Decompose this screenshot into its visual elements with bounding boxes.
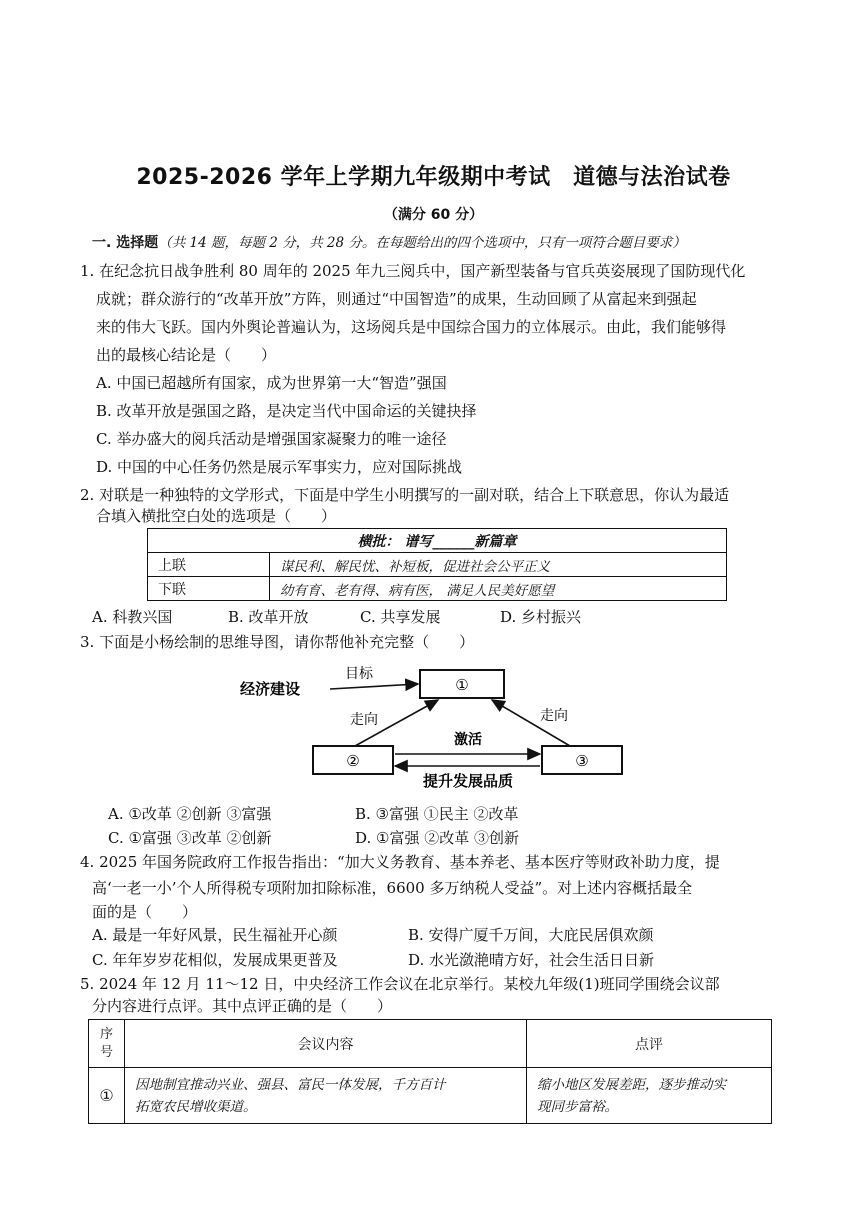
q2-option-a: A. 科教兴国 <box>92 608 173 626</box>
meeting-table <box>88 1019 772 1124</box>
row-comment-line-1: 缩小地区发展差距，逐步推动实 <box>537 1076 726 1093</box>
q5-line-2: 分内容进行点评。其中点评正确的是（ ） <box>92 997 393 1015</box>
q1-line-2: 成就；群众游行的“改革开放”方阵，则通过“中国智造”的成果，生动回顾了从富起来到强起 <box>96 290 697 308</box>
q2-option-d: D. 乡村振兴 <box>500 608 582 626</box>
section-note: （共 14 题，每题 2 分，共 28 分。在每题给出的四个选项中，只有一项符合题目要求） <box>158 235 686 251</box>
col-content-header: 会议内容 <box>125 1020 527 1068</box>
q4-option-a: A. 最是一年好风景，民生福祉开心颜 <box>92 926 338 944</box>
table-row <box>148 553 727 577</box>
exam-title: 2025-2026 学年上学期九年级期中考试 道德与法治试卷 <box>136 165 731 190</box>
quality-label: 提升发展品质 <box>422 772 514 790</box>
goal-arrow <box>330 684 418 689</box>
q4-option-b: B. 安得广厦千万间，大庇民居俱欢颜 <box>408 926 654 944</box>
row-comment <box>527 1068 772 1124</box>
q4-line-3: 面的是（ ） <box>92 903 198 921</box>
q4-line-1: 4. 2025 年国务院政府工作报告指出：“加大义务教育、基本养老、基本医疗等财政补助力度，提 <box>80 853 720 871</box>
couplet-table <box>147 528 727 601</box>
section-label: 一. 选择题 <box>92 235 159 251</box>
q1-line-1: 1. 在纪念抗日战争胜利 80 周年的 2025 年九三阅兵中，国产新型装备与官兵英姿展现了国防现代化 <box>80 262 746 280</box>
q4-line-2: 高‘一老一小’个人所得税专项附加扣除标准，6600 多万纳税人受益”。对上述内容概括最全 <box>92 879 693 897</box>
right-toward-label: 走向 <box>540 708 568 724</box>
couplet-text-lower: 幼有育、老有得、病有医， 满足人民美好愿望 <box>270 577 727 601</box>
section-header <box>92 231 686 252</box>
q5-line-1: 5. 2024 年 12 月 11～12 日，中央经济工作会议在北京举行。某校九年级(1)班同学围绕会议部 <box>80 975 720 993</box>
mind-map-diagram <box>230 658 640 798</box>
q3-option-d: D. ①富强 ②改革 ③创新 <box>355 829 520 847</box>
mind-map-box-1-label: ① <box>455 676 469 694</box>
mind-map-goal-label: 目标 <box>345 666 373 682</box>
mind-map-box-2-label: ② <box>346 752 360 770</box>
couplet-label-lower: 下联 <box>148 577 270 601</box>
left-toward-label: 走向 <box>350 712 378 728</box>
row-content-line-1: 因地制宜推动兴业、强县、富民一体发展，千方百计 <box>135 1076 446 1093</box>
q1-option-d: D. 中国的中心任务仍然是展示军事实力，应对国际挑战 <box>96 458 463 476</box>
row-content <box>125 1068 527 1124</box>
q1-line-4: 出的最核心结论是（ ） <box>96 346 277 364</box>
couplet-header: 横批： 谱写______新篇章 <box>148 529 727 553</box>
q2-line-2: 合填入横批空白处的选项是（ ） <box>96 507 337 525</box>
couplet-label-upper: 上联 <box>148 553 270 577</box>
q1-line-3: 来的伟大飞跃。国内外舆论普遍认为，这场阅兵是中国综合国力的立体展示。由此，我们能够得 <box>96 318 727 336</box>
q2-option-b: B. 改革开放 <box>228 608 309 626</box>
col-comment-header: 点评 <box>527 1020 772 1068</box>
exam-score: （满分 60 分） <box>383 207 484 223</box>
q2-option-c: C. 共享发展 <box>360 608 441 626</box>
q3-option-a: A. ①改革 ②创新 ③富强 <box>108 805 272 823</box>
q3-option-b: B. ③富强 ①民主 ②改革 <box>355 805 519 823</box>
mind-map-box-3-label: ③ <box>575 752 589 770</box>
mind-map-economic-label: 经济建设 <box>240 680 301 698</box>
q4-option-d: D. 水光潋滟晴方好，社会生活日日新 <box>408 951 655 969</box>
q2-line-1: 2. 对联是一种独特的文学形式，下面是中学生小明撰写的一副对联，结合上下联意思，你认为最适 <box>80 486 730 504</box>
table-row <box>148 529 727 553</box>
q1-option-a: A. 中国已超越所有国家，成为世界第一大“智造”强国 <box>96 374 447 392</box>
q3-option-c: C. ①富强 ③改革 ②创新 <box>108 829 272 847</box>
row-content-line-2: 拓宽农民增收渠道。 <box>135 1098 257 1115</box>
row-comment-line-2: 现同步富裕。 <box>537 1098 618 1115</box>
table-row <box>89 1020 772 1068</box>
q3-stem: 3. 下面是小杨绘制的思维导图，请你帮他补充完整（ ） <box>80 633 475 651</box>
activate-label: 激活 <box>454 732 482 748</box>
q1-option-c: C. 举办盛大的阅兵活动是增强国家凝聚力的唯一途径 <box>96 430 447 448</box>
q1-option-b: B. 改革开放是强国之路，是决定当代中国命运的关键抉择 <box>96 402 477 420</box>
couplet-text-upper: 谋民利、解民忧、补短板，促进社会公平正义 <box>270 553 727 577</box>
row-seq: ① <box>89 1068 125 1124</box>
q4-option-c: C. 年年岁岁花相似，发展成果更普及 <box>92 951 338 969</box>
col-seq-header: 序号 <box>89 1020 125 1068</box>
table-row <box>148 577 727 601</box>
table-row <box>89 1068 772 1124</box>
